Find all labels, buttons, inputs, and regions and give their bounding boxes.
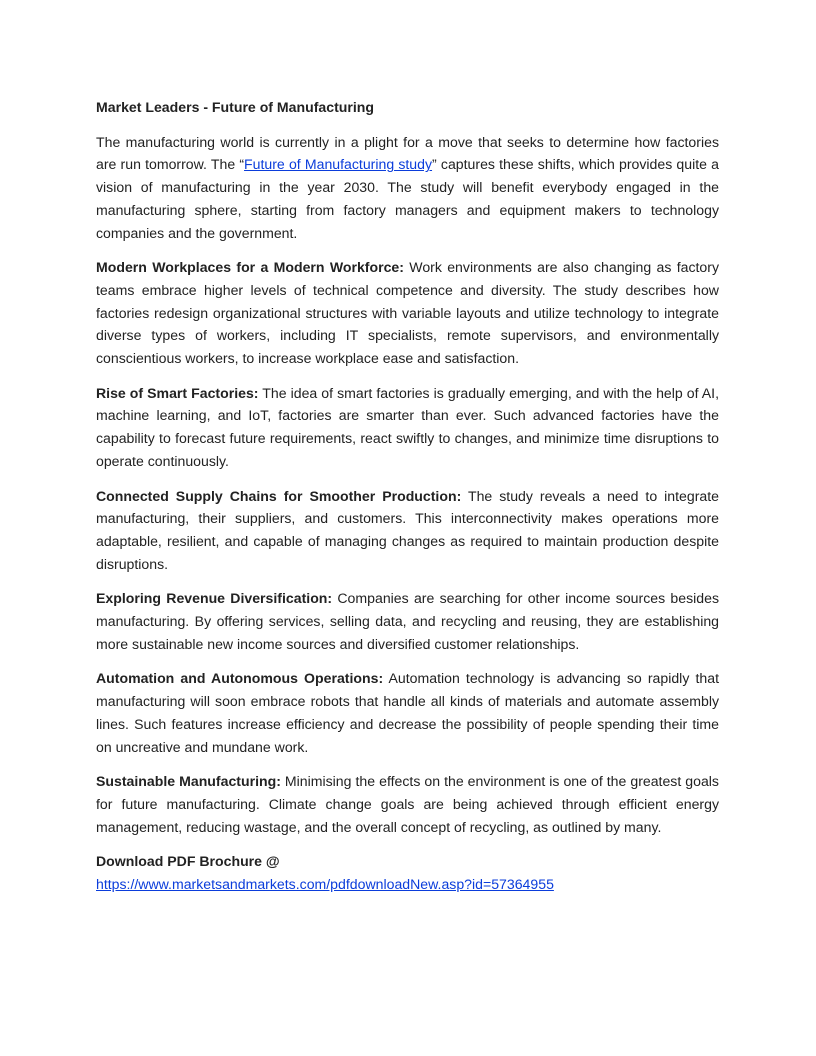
document-page bbox=[96, 96, 719, 896]
section-revenue-diversification bbox=[96, 587, 719, 655]
section-heading: Sustainable Manufacturing: bbox=[96, 773, 281, 790]
section-heading: Exploring Revenue Diversification: bbox=[96, 590, 333, 607]
section-smart-factories bbox=[96, 382, 719, 473]
section-heading: Rise of Smart Factories: bbox=[96, 384, 259, 401]
download-brochure-label: Download PDF Brochure @ bbox=[96, 853, 280, 870]
intro-paragraph bbox=[96, 131, 719, 245]
section-heading: Connected Supply Chains for Smoother Production: bbox=[96, 487, 462, 504]
section-heading: Modern Workplaces for a Modern Workforce: bbox=[96, 259, 404, 276]
future-of-manufacturing-study-link[interactable]: Future of Manufacturing study bbox=[244, 156, 433, 173]
intro-text-after-link: ” captures these shifts, which provides quite a vision of manufacturing in the year 2030. The study will benefit everybody engaged in the manufacturing sphere, starting from factory managers and equipment makers to technology companies and the government. bbox=[96, 156, 720, 241]
section-body: The idea of smart factories is gradually emerging, and with the help of AI, machine learning, and IoT, factories are smarter than ever. Such advanced factories have the capability to forecast future requirements, react swiftly to changes, and minimize time disruptions to operate continuously. bbox=[96, 384, 719, 469]
section-connected-supply-chains bbox=[96, 485, 719, 576]
section-automation bbox=[96, 667, 719, 758]
section-heading: Automation and Autonomous Operations: bbox=[96, 670, 384, 687]
section-modern-workplaces bbox=[96, 256, 719, 370]
section-body: Minimising the effects on the environment is one of the greatest goals for future manufacturing. Climate change goals are being achieved through efficient energy management, reducing wastage, and the overall concept of recycling, as outlined by many. bbox=[96, 773, 719, 835]
section-body: Companies are searching for other income sources besides manufacturing. By offering services, selling data, and recycling and reusing, they are establishing more sustainable new income sources and diversified customer relationships. bbox=[96, 590, 719, 652]
section-body: Work environments are also changing as factory teams embrace higher levels of technical competence and diversity. The study describes how factories redesign organizational structures with variable layouts and utilize technology to integrate diverse types of workers, including IT specialists, remote supervisors, and environmentally conscientious workers, to increase workplace ease and satisfaction. bbox=[96, 259, 719, 367]
download-brochure-link[interactable]: https://www.marketsandmarkets.com/pdfdownloadNew.asp?id=57364955 bbox=[96, 876, 554, 893]
section-body: The study reveals a need to integrate manufacturing, their suppliers, and customers. This interconnectivity makes operations more adaptable, resilient, and capable of managing changes as required to maintain production despite disruptions. bbox=[96, 487, 719, 572]
download-brochure-block bbox=[96, 850, 719, 895]
intro-text-before-link: The manufacturing world is currently in a plight for a move that seeks to determine how factories are run tomorrow. The “ bbox=[96, 133, 719, 173]
section-sustainable-manufacturing bbox=[96, 770, 719, 838]
section-body: Automation technology is advancing so rapidly that manufacturing will soon embrace robots that handle all kinds of materials and automate assembly lines. Such features increase efficiency and decrease the possibility of people spending their time on uncreative and mundane work. bbox=[96, 670, 719, 755]
document-title: Market Leaders - Future of Manufacturing bbox=[96, 99, 374, 115]
